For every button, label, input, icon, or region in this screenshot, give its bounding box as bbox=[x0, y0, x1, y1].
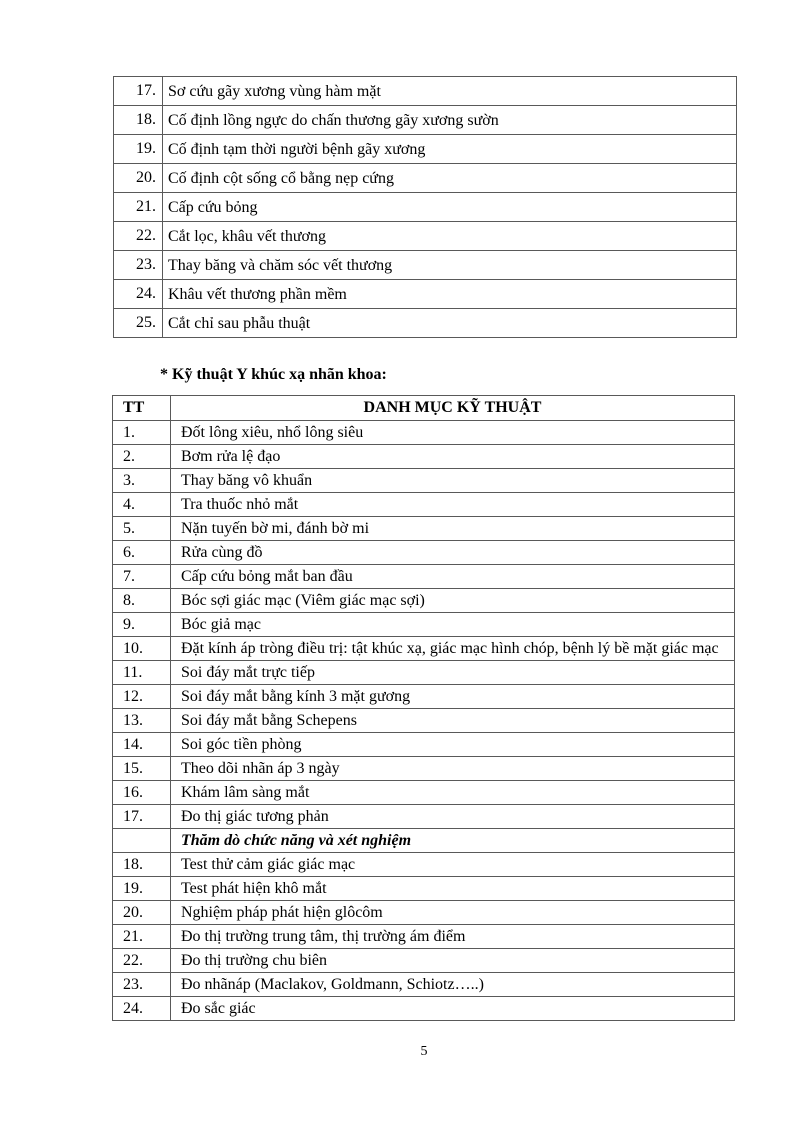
table-row bbox=[113, 733, 735, 757]
row-number: 23. bbox=[113, 973, 171, 997]
header-row bbox=[113, 396, 735, 421]
row-text: Đo nhãnáp (Maclakov, Goldmann, Schiotz…..) bbox=[171, 973, 735, 997]
row-number: 8. bbox=[113, 589, 171, 613]
row-number: 16. bbox=[113, 781, 171, 805]
row-number: 21. bbox=[114, 193, 163, 222]
row-number: 19. bbox=[113, 877, 171, 901]
table-row bbox=[114, 309, 737, 338]
refraction-table-head bbox=[113, 396, 735, 421]
row-number: 22. bbox=[113, 949, 171, 973]
row-text: Cố định tạm thời người bệnh gãy xương bbox=[163, 135, 737, 164]
row-number: 14. bbox=[113, 733, 171, 757]
row-text: Thay băng vô khuẩn bbox=[171, 469, 735, 493]
table-row bbox=[113, 589, 735, 613]
row-number: 12. bbox=[113, 685, 171, 709]
table-row bbox=[113, 757, 735, 781]
row-text: Đặt kính áp tròng điều trị: tật khúc xạ, giác mạc hình chóp, bệnh lý bề mặt giác mạc bbox=[171, 637, 735, 661]
row-text: Test thử cảm giác giác mạc bbox=[171, 853, 735, 877]
row-text: Bóc sợi giác mạc (Viêm giác mạc sợi) bbox=[171, 589, 735, 613]
table-row bbox=[113, 469, 735, 493]
table-row bbox=[113, 421, 735, 445]
row-number: 18. bbox=[113, 853, 171, 877]
row-text: Cấp cứu bỏng bbox=[163, 193, 737, 222]
table-row bbox=[114, 135, 737, 164]
table-row bbox=[114, 106, 737, 135]
row-text: Đo thị giác tương phản bbox=[171, 805, 735, 829]
row-number: 4. bbox=[113, 493, 171, 517]
table-row bbox=[113, 661, 735, 685]
row-text: Cắt chỉ sau phẫu thuật bbox=[163, 309, 737, 338]
row-text: Nặn tuyến bờ mi, đánh bờ mi bbox=[171, 517, 735, 541]
row-text: Rửa cùng đồ bbox=[171, 541, 735, 565]
table-row bbox=[113, 541, 735, 565]
row-text: Tra thuốc nhỏ mắt bbox=[171, 493, 735, 517]
row-number: 22. bbox=[114, 222, 163, 251]
first-aid-procedures-table bbox=[113, 76, 737, 338]
row-text: Đo thị trường chu biên bbox=[171, 949, 735, 973]
row-number: 24. bbox=[113, 997, 171, 1021]
table-row bbox=[114, 77, 737, 106]
table-row bbox=[113, 637, 735, 661]
section-row bbox=[113, 829, 735, 853]
row-number: 17. bbox=[113, 805, 171, 829]
table-row bbox=[113, 781, 735, 805]
row-number: 5. bbox=[113, 517, 171, 541]
refraction-ophthalmology-table bbox=[112, 395, 735, 1021]
row-text: Khâu vết thương phần mềm bbox=[163, 280, 737, 309]
table-row bbox=[114, 164, 737, 193]
table-row bbox=[114, 222, 737, 251]
table-row bbox=[113, 805, 735, 829]
row-number: 9. bbox=[113, 613, 171, 637]
row-text: Theo dõi nhãn áp 3 ngày bbox=[171, 757, 735, 781]
row-text: Đo thị trường trung tâm, thị trường ám điểm bbox=[171, 925, 735, 949]
row-text: Sơ cứu gãy xương vùng hàm mặt bbox=[163, 77, 737, 106]
table-row bbox=[113, 997, 735, 1021]
section-heading: * Kỹ thuật Y khúc xạ nhãn khoa: bbox=[160, 366, 387, 383]
row-number: 21. bbox=[113, 925, 171, 949]
row-number: 10. bbox=[113, 637, 171, 661]
row-text: Thay băng và chăm sóc vết thương bbox=[163, 251, 737, 280]
first-aid-procedures-table-body bbox=[114, 77, 737, 338]
row-text: Cấp cứu bỏng mắt ban đầu bbox=[171, 565, 735, 589]
row-number: 18. bbox=[114, 106, 163, 135]
row-text: Test phát hiện khô mắt bbox=[171, 877, 735, 901]
table-row bbox=[113, 901, 735, 925]
row-number: 23. bbox=[114, 251, 163, 280]
table-row bbox=[113, 709, 735, 733]
table-row bbox=[113, 949, 735, 973]
row-text: Soi góc tiền phòng bbox=[171, 733, 735, 757]
row-number: 6. bbox=[113, 541, 171, 565]
row-number: 3. bbox=[113, 469, 171, 493]
table-row bbox=[113, 493, 735, 517]
table-row bbox=[114, 280, 737, 309]
row-number: 17. bbox=[114, 77, 163, 106]
row-number: 20. bbox=[114, 164, 163, 193]
row-number: 13. bbox=[113, 709, 171, 733]
table-row bbox=[113, 973, 735, 997]
row-text: Đốt lông xiêu, nhổ lông siêu bbox=[171, 421, 735, 445]
row-text: Cố định lồng ngực do chấn thương gãy xương sườn bbox=[163, 106, 737, 135]
column-header-tt: TT bbox=[113, 396, 171, 421]
table-row bbox=[113, 685, 735, 709]
table-row bbox=[114, 193, 737, 222]
table-row bbox=[113, 925, 735, 949]
row-number: 11. bbox=[113, 661, 171, 685]
table-row bbox=[113, 445, 735, 469]
row-text: Cắt lọc, khâu vết thương bbox=[163, 222, 737, 251]
row-number: 20. bbox=[113, 901, 171, 925]
row-number bbox=[113, 829, 171, 853]
row-text: Khám lâm sàng mắt bbox=[171, 781, 735, 805]
row-text: Đo sắc giác bbox=[171, 997, 735, 1021]
row-text: Bơm rửa lệ đạo bbox=[171, 445, 735, 469]
row-number: 7. bbox=[113, 565, 171, 589]
row-text: Cố định cột sống cổ bằng nẹp cứng bbox=[163, 164, 737, 193]
row-number: 19. bbox=[114, 135, 163, 164]
column-header-danh-muc: DANH MỤC KỸ THUẬT bbox=[171, 396, 735, 421]
row-text: Soi đáy mắt bằng kính 3 mặt gương bbox=[171, 685, 735, 709]
row-text: Soi đáy mắt trực tiếp bbox=[171, 661, 735, 685]
row-text: Soi đáy mắt bằng Schepens bbox=[171, 709, 735, 733]
row-number: 25. bbox=[114, 309, 163, 338]
table-row bbox=[113, 613, 735, 637]
row-text: Thăm dò chức năng và xét nghiệm bbox=[171, 829, 735, 853]
row-number: 2. bbox=[113, 445, 171, 469]
table-row bbox=[113, 517, 735, 541]
refraction-table-body bbox=[113, 421, 735, 1021]
row-text: Nghiệm pháp phát hiện glôcôm bbox=[171, 901, 735, 925]
page-number: 5 bbox=[420, 1044, 428, 1059]
row-text: Bóc giả mạc bbox=[171, 613, 735, 637]
table-row bbox=[114, 251, 737, 280]
row-number: 15. bbox=[113, 757, 171, 781]
table-row bbox=[113, 877, 735, 901]
table-row bbox=[113, 853, 735, 877]
table-row bbox=[113, 565, 735, 589]
row-number: 1. bbox=[113, 421, 171, 445]
row-number: 24. bbox=[114, 280, 163, 309]
